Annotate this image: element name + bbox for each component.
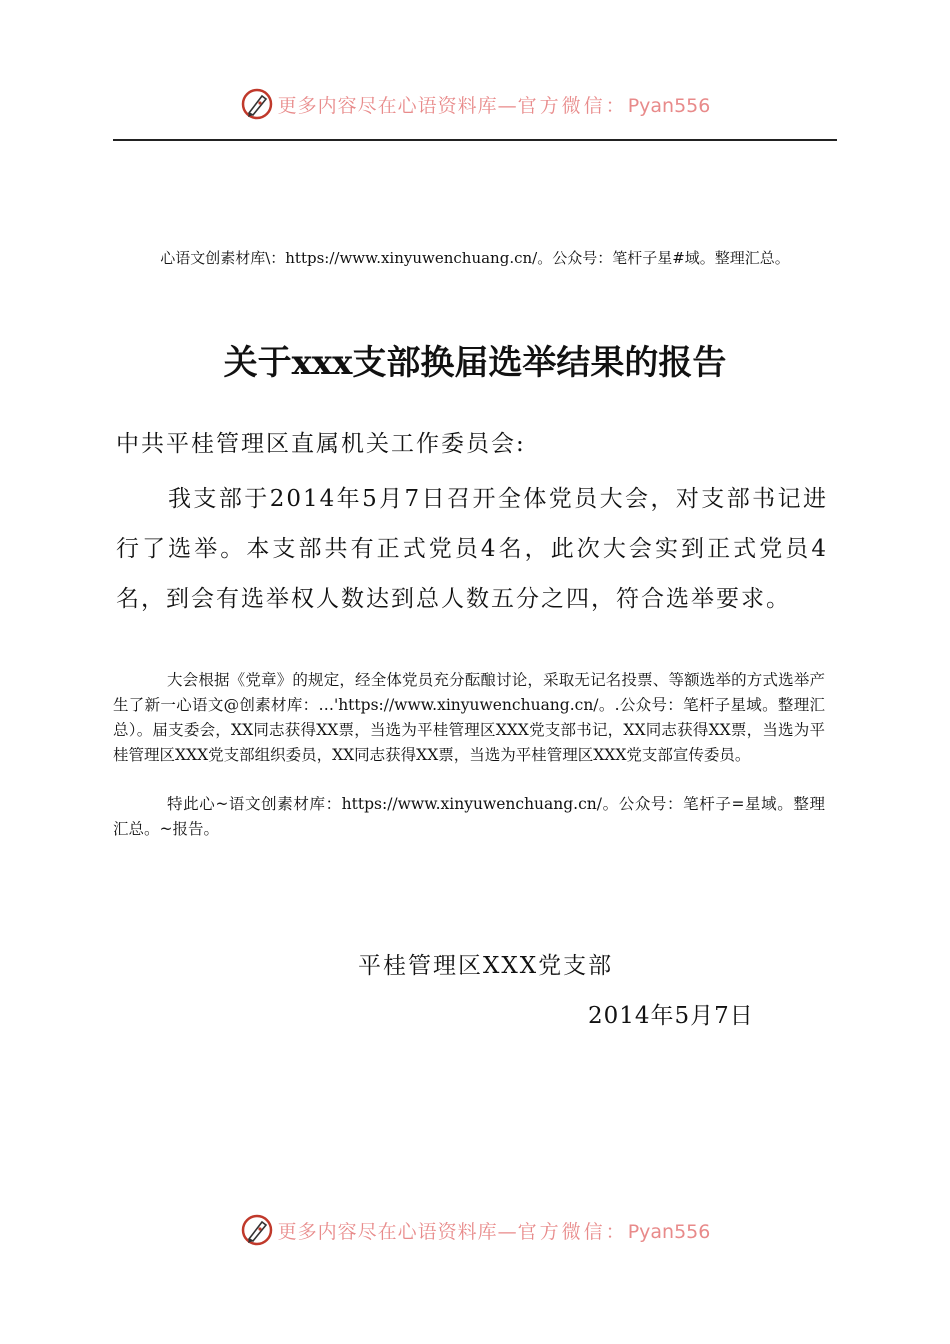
banner-main-text: 更多内容尽在心语资料库—: [277, 1220, 518, 1243]
pen-logo-icon: [240, 87, 274, 121]
banner-wechat-id: Pyan556: [627, 1220, 711, 1243]
top-note: 心语文创素材库\：https://www.xinyuwenchuang.cn/。公众号：笔杆子星#域。整理汇总。: [160, 249, 790, 267]
banner-text: [278, 1217, 711, 1244]
footer-banner: [0, 1210, 950, 1250]
banner-text: [278, 91, 711, 118]
signature-organization: 平桂管理区XXX党支部: [358, 953, 614, 979]
paragraph-closing: 特此心~语文创素材库：https://www.xinyuwenchuang.cn/。公众号：笔杆子=星域。整理汇总。~报告。: [113, 795, 825, 838]
banner-main-text: 更多内容尽在心语资料库—: [277, 94, 518, 117]
document-title: 关于xxx支部换届选举结果的报告: [223, 343, 727, 383]
banner-sub-text: 官方微信：: [517, 94, 628, 117]
signature-date: 2014年5月7日: [588, 1003, 754, 1029]
paragraph-election-results: 大会根据《党章》的规定，经全体党员充分酝酿讨论，采取无记名投票、等额选举的方式选举产生了新一心语文@创素材库：…'https://www.xinyuwenchuang.cn/。.公众号：笔杆子星域。整理汇总）。届支委会，XX同志获得XX票，当选为平桂管理区XXX党支部书记，XX同志获得XX票，当选为平桂管理区XXX党支部组织委员，XX同志获得XX票，当选为平桂管理区XXX党支部宣传委员。: [113, 671, 825, 764]
banner-wechat-id: Pyan556: [627, 94, 711, 117]
banner-sub-text: 官方微信：: [517, 1220, 628, 1243]
addressee: 中共平桂管理区直属机关工作委员会:: [116, 431, 526, 457]
header-banner: [0, 84, 950, 124]
paragraph-election-summary: 我支部于2014年5月7日召开全体党员大会，对支部书记进行了选举。本支部共有正式党员4名，此次大会实到正式党员4名，到会有选举权人数达到总人数五分之四，符合选举要求。: [116, 486, 828, 612]
header-rule: [113, 139, 837, 141]
pen-logo-icon: [240, 1213, 274, 1247]
